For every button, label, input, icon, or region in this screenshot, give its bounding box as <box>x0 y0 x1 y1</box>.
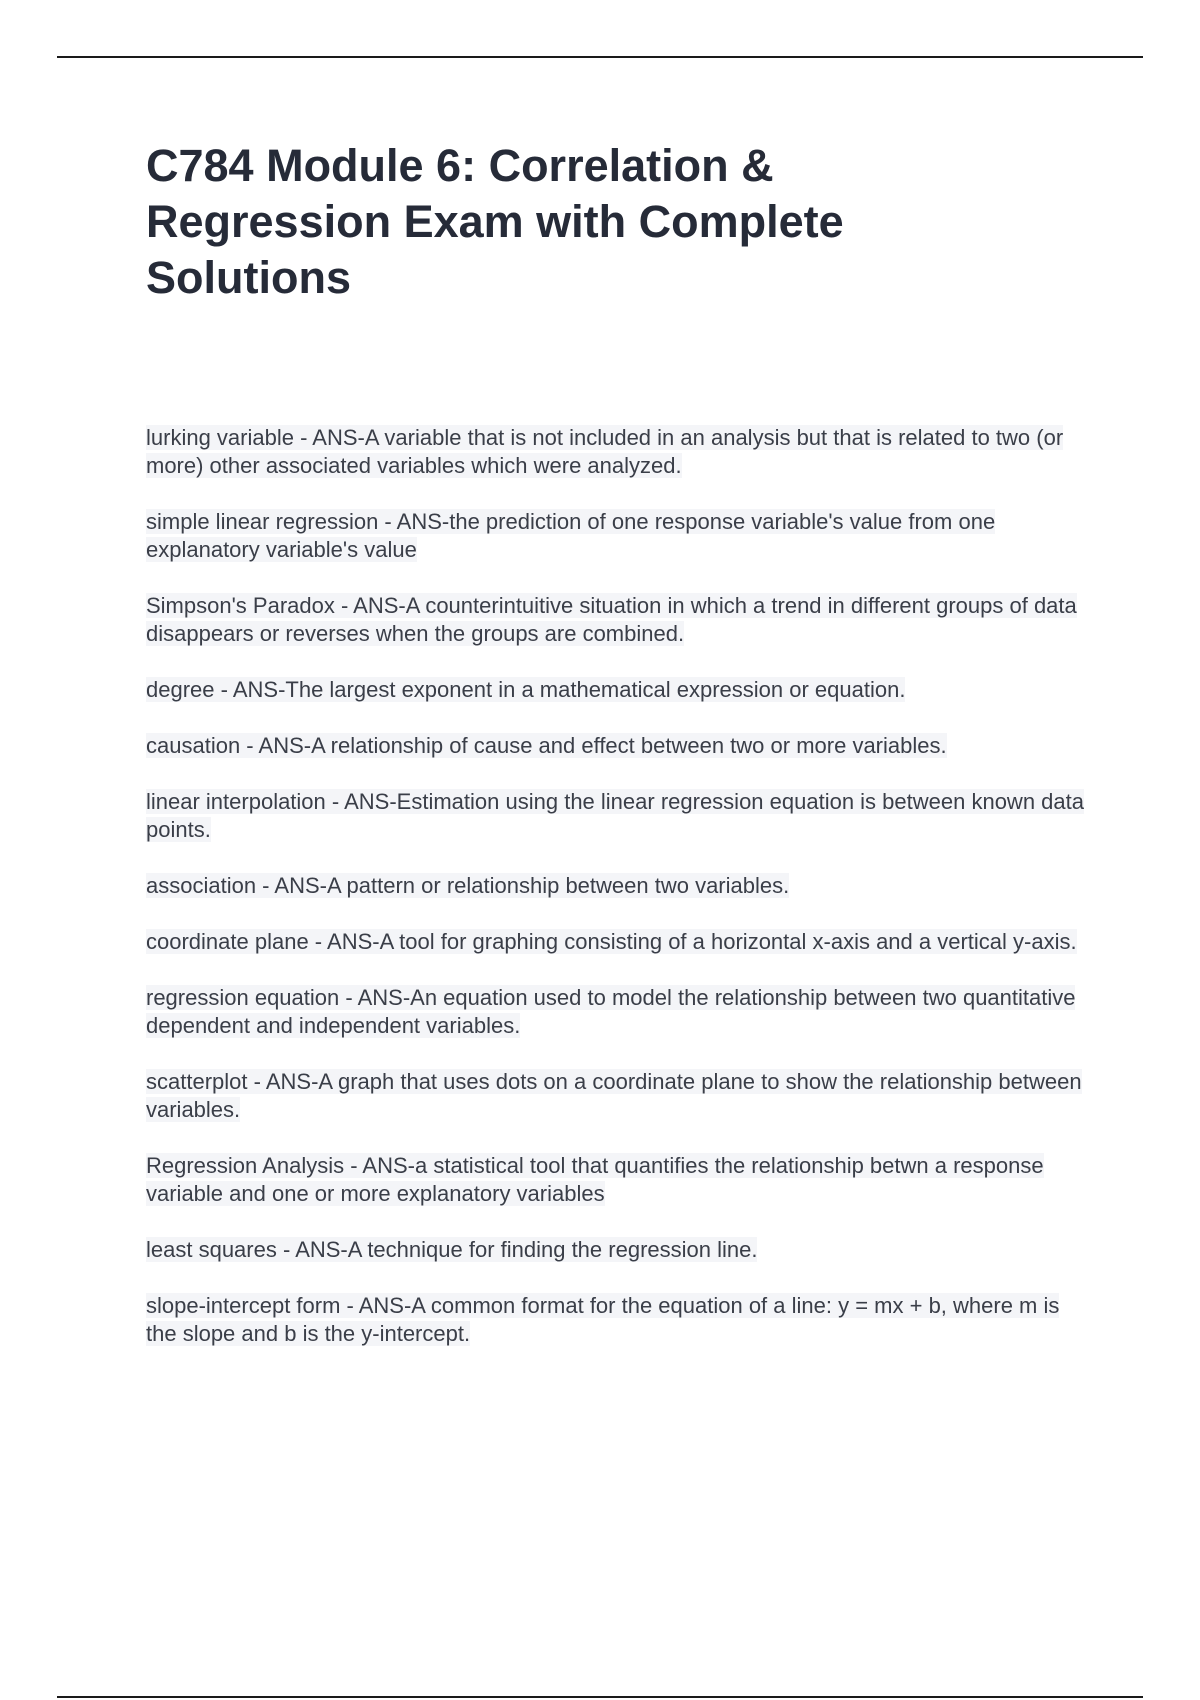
term-entry-slope-intercept-form: slope-intercept form - ANS-A common format for the equation of a line: y = mx + b, where m is the slope and b is the y-intercept. <box>146 1293 1060 1346</box>
term-entry-coordinate-plane: coordinate plane - ANS-A tool for graphing consisting of a horizontal x-axis and a vertical y-axis. <box>146 929 1077 954</box>
document-title: C784 Module 6: Correlation & Regression Exam with Complete Solutions <box>146 140 844 303</box>
term-entry-simpsons-paradox: Simpson's Paradox - ANS-A counterintuitive situation in which a trend in different groups of data disappears or reverses when the groups are combined. <box>146 593 1077 646</box>
term-entry-simple-linear-regression: simple linear regression - ANS-the prediction of one response variable's value from one explanatory variable's value <box>146 509 996 562</box>
term-entry-linear-interpolation: linear interpolation - ANS-Estimation using the linear regression equation is between known data points. <box>146 789 1084 842</box>
document-body <box>146 138 1086 1376</box>
term-entry-association: association - ANS-A pattern or relationship between two variables. <box>146 873 790 898</box>
top-rule <box>57 56 1143 58</box>
term-entry-regression-equation: regression equation - ANS-An equation used to model the relationship between two quantitative dependent and independent variables. <box>146 985 1076 1038</box>
term-entry-least-squares: least squares - ANS-A technique for finding the regression line. <box>146 1237 758 1262</box>
term-entry-degree: degree - ANS-The largest exponent in a mathematical expression or equation. <box>146 677 906 702</box>
term-entry-causation: causation - ANS-A relationship of cause and effect between two or more variables. <box>146 733 947 758</box>
term-entry-lurking-variable: lurking variable - ANS-A variable that is not included in an analysis but that is related to two (or more) other associated variables which were analyzed. <box>146 425 1064 478</box>
term-entry-regression-analysis: Regression Analysis - ANS-a statistical tool that quantifies the relationship betwn a response variable and one or more explanatory variables <box>146 1153 1044 1206</box>
term-list <box>146 424 1086 1348</box>
term-entry-scatterplot: scatterplot - ANS-A graph that uses dots on a coordinate plane to show the relationship between variables. <box>146 1069 1082 1122</box>
bottom-rule <box>57 1696 1143 1698</box>
